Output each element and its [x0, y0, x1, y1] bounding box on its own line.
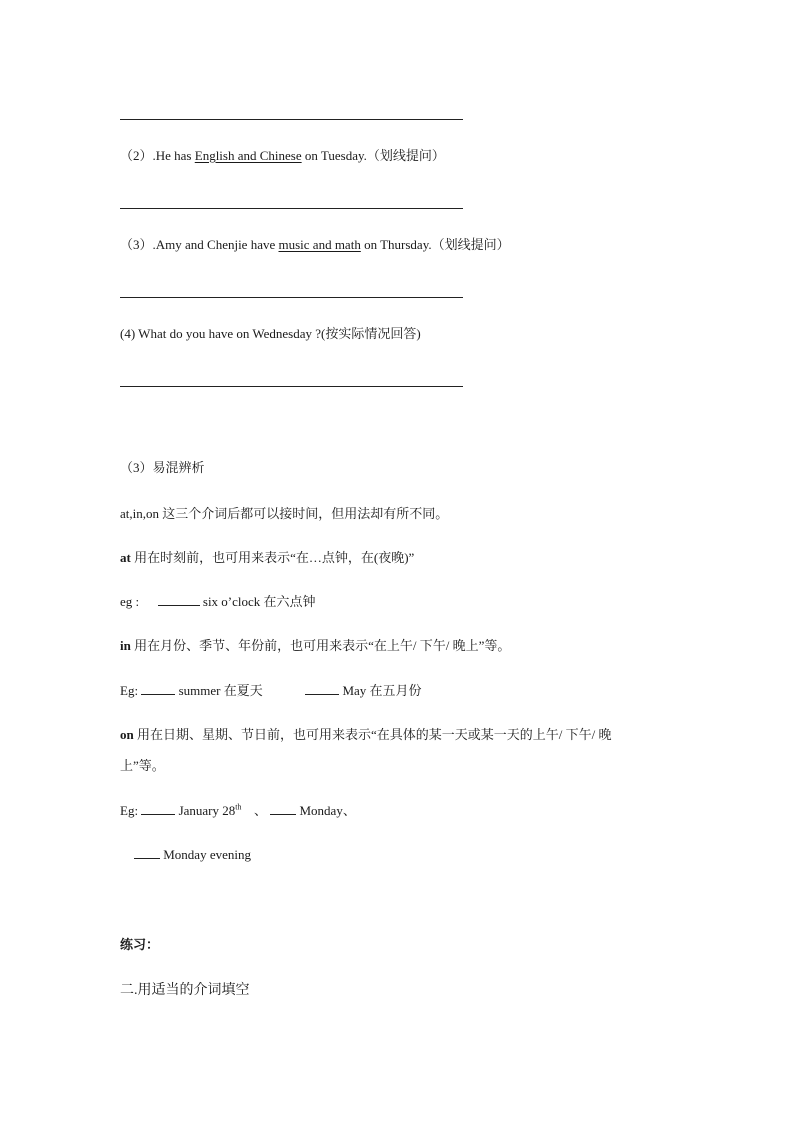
on-example — [120, 802, 356, 820]
question-4 — [120, 325, 421, 343]
on-example-separator: 、 — [253, 803, 267, 818]
in-example-label: Eg: — [120, 683, 139, 698]
in-example-2: May 在五月份 — [342, 683, 422, 698]
in-keyword: in — [120, 638, 131, 653]
on-example-label: Eg: — [120, 803, 139, 818]
question-3-underlined: music and math — [278, 237, 361, 252]
practice-title: 练习： — [120, 937, 160, 952]
on-example-3: Monday evening — [163, 847, 251, 862]
question-2-suffix: on Tuesday.（划线提问） — [304, 148, 445, 163]
at-rule — [120, 549, 414, 567]
on-example-continued — [134, 846, 251, 864]
answer-line-2 — [120, 208, 463, 209]
at-example-label: eg : — [120, 594, 140, 609]
in-description: 用在月份、季节、年份前，也可用来表示“在上午/ 下午/ 晚上”等。 — [134, 638, 511, 653]
practice-subtitle: 二.用适当的介词填空 — [120, 983, 250, 998]
at-keyword: at — [120, 550, 131, 565]
on-example-blank-1[interactable] — [141, 802, 175, 815]
question-3 — [120, 236, 510, 254]
at-example-text: six o’clock 在六点钟 — [202, 594, 316, 609]
in-example — [120, 682, 422, 700]
answer-line-4 — [120, 386, 463, 387]
at-example — [120, 593, 316, 611]
question-3-suffix: on Thursday.（划线提问） — [364, 237, 510, 252]
section-intro: at,in,on 这三个介词后都可以接时间，但用法却有所不同。 — [120, 506, 449, 521]
on-rule-continued: 上”等。 — [120, 758, 165, 773]
at-example-blank[interactable] — [158, 593, 200, 606]
in-example-blank-1[interactable] — [141, 682, 175, 695]
on-rule — [120, 726, 611, 744]
in-example-1: summer 在夏天 — [178, 683, 263, 698]
question-2-prefix: （2）.He has — [120, 148, 192, 163]
on-example-1-superscript: th — [235, 802, 242, 812]
question-3-prefix: （3）.Amy and Chenjie have — [120, 237, 276, 252]
question-2 — [120, 147, 445, 165]
in-example-blank-2[interactable] — [305, 682, 339, 695]
on-keyword: on — [120, 727, 134, 742]
section-heading: （3）易混辨析 — [120, 460, 205, 475]
answer-line-3 — [120, 297, 463, 298]
on-example-blank-3[interactable] — [134, 846, 160, 859]
question-2-underlined: English and Chinese — [194, 148, 302, 163]
on-description-line-1: 用在日期、星期、节日前，也可用来表示“在具体的某一天或某一天的上午/ 下午/ 晚 — [136, 727, 612, 742]
on-example-2: Monday、 — [299, 803, 356, 818]
on-example-blank-2[interactable] — [270, 802, 296, 815]
question-4-text: (4) What do you have on Wednesday ?(按实际情况回答) — [120, 326, 421, 341]
answer-line-1 — [120, 119, 463, 120]
at-description: 用在时刻前，也可用来表示“在…点钟，在(夜晚)” — [134, 550, 415, 565]
on-example-1: January 28 — [178, 803, 236, 818]
in-rule — [120, 637, 510, 655]
